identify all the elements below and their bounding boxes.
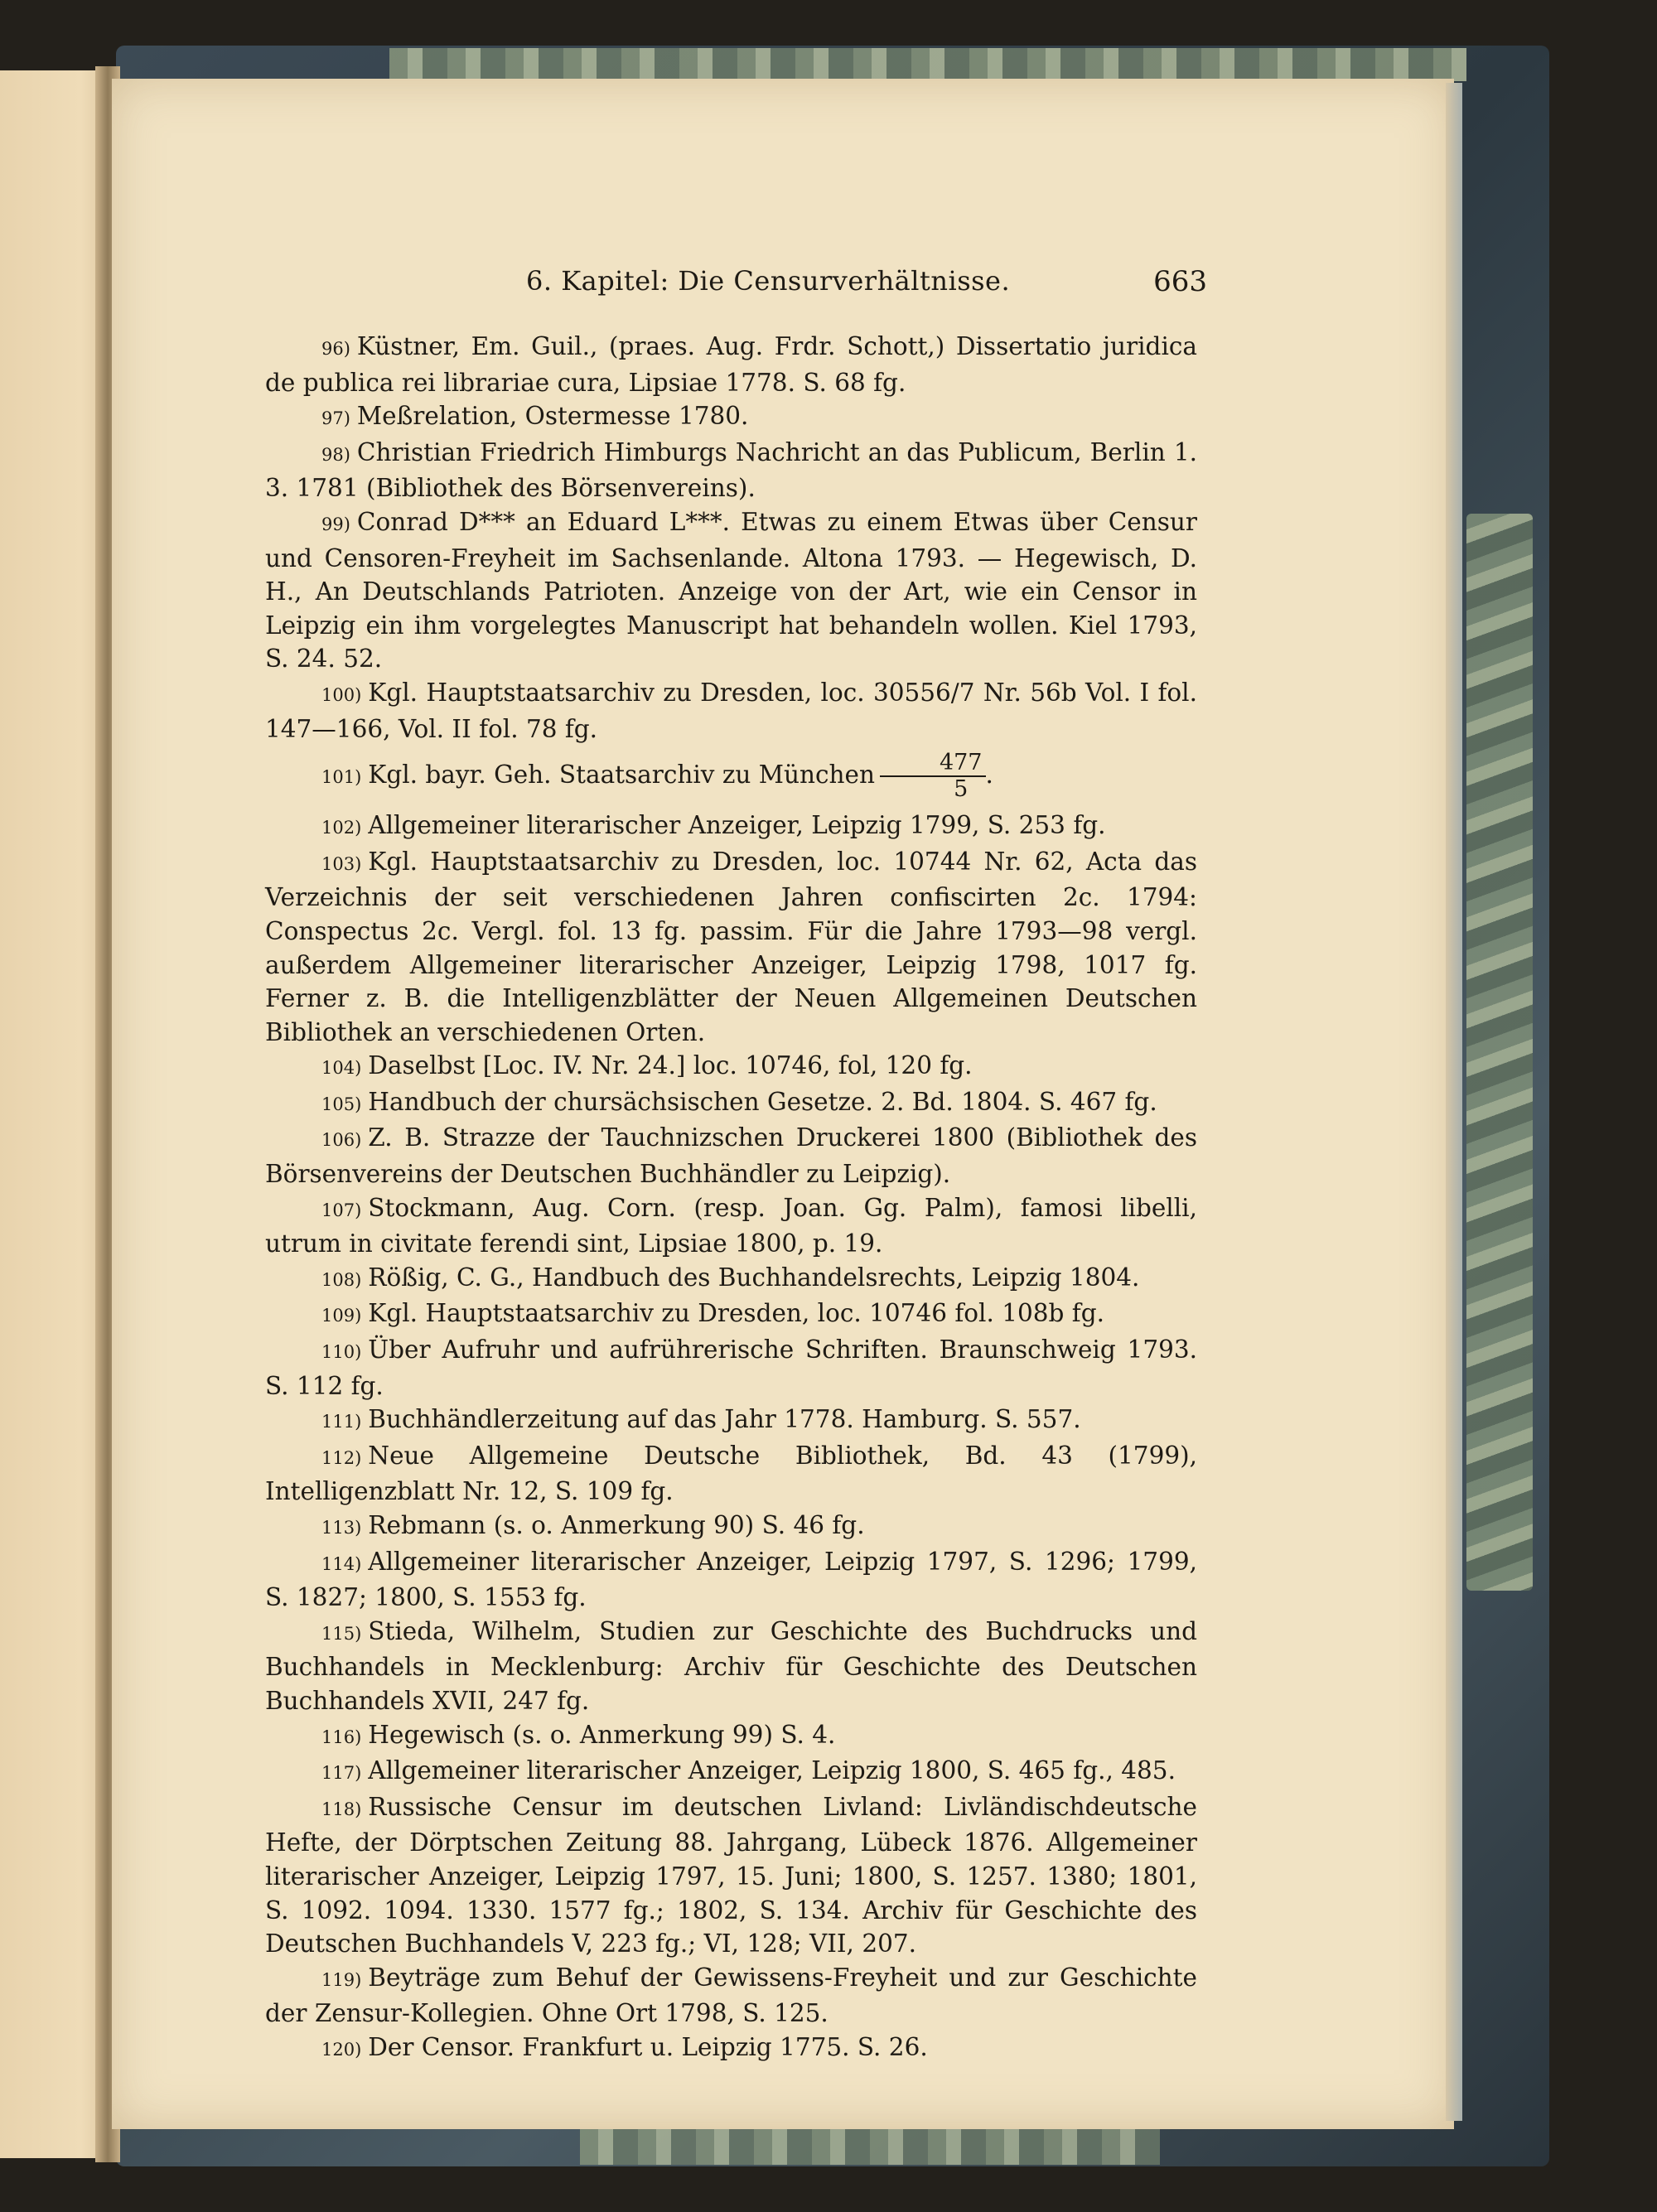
marbled-paper-right: [1466, 514, 1533, 1591]
footnote: [265, 2031, 1197, 2067]
footnote-number: 113): [321, 1518, 362, 1538]
footnote-number: 106): [321, 1130, 362, 1151]
footnote-number: 111): [321, 1412, 362, 1432]
fraction: [880, 751, 986, 802]
footnote-text: Kgl. Hauptstaatsarchiv zu Dresden, loc. 10746 fol. 108b fg.: [368, 1299, 1104, 1328]
footnote-number: 117): [321, 1763, 362, 1784]
footnote-number: 101): [321, 767, 362, 788]
footnote: [265, 809, 1197, 845]
footnote-text: Über Aufruhr und aufrührerische Schriften. Braunschweig 1793. S. 112 fg.: [265, 1335, 1197, 1400]
footnote: [265, 399, 1197, 436]
footnote: [265, 436, 1197, 505]
footnote: [265, 1333, 1197, 1403]
footnote: [265, 1509, 1197, 1545]
marbled-paper-top: [389, 48, 1466, 81]
footnote-number: 102): [321, 818, 362, 838]
footnote-text: Meßrelation, Ostermesse 1780.: [356, 402, 749, 431]
footnote-number: 120): [321, 2039, 362, 2060]
footnote-number: 118): [321, 1799, 362, 1819]
footnote: [265, 1261, 1197, 1297]
footnote-number: 107): [321, 1200, 362, 1220]
footnote: [265, 330, 1197, 399]
footnote-text: Rößig, C. G., Handbuch des Buchhandelsrechts, Leipzig 1804.: [368, 1263, 1140, 1292]
footnote: [265, 1718, 1197, 1755]
page-header: [265, 265, 1207, 307]
footnote: [265, 1439, 1197, 1509]
running-head: 6. Kapitel: Die Censurverhältnisse.: [526, 265, 1011, 297]
footnote: [265, 1191, 1197, 1261]
fraction-denominator: 5: [954, 776, 969, 803]
footnote: [265, 1545, 1197, 1615]
footnote-text: Stieda, Wilhelm, Studien zur Geschichte des Buchdrucks und Buchhandels in Mecklenburg: Archiv für Geschichte des Deutschen Buchhandels XVII, 247 fg.: [265, 1616, 1197, 1715]
footnote: [265, 751, 1197, 802]
footnote: [265, 845, 1197, 1050]
footnote-number: 104): [321, 1058, 362, 1079]
footnote: [265, 1961, 1197, 2031]
footnote-text: Buchhändlerzeitung auf das Jahr 1778. Hamburg. S. 557.: [368, 1405, 1081, 1434]
footnote-text: Conrad D*** an Eduard L***. Etwas zu einem Etwas über Censur und Censoren-Freyheit im Sachsenlande. Altona 1793. — Hegewisch, D. H., An Deutschlands Patrioten. Anzeige von der Art, wie ein Censor in Leipzig ein ihm vorgelegtes Manuscript hat behandeln wollen. Kiel 1793, S. 24. 52.: [265, 507, 1197, 674]
fraction-numerator: 477: [880, 751, 986, 777]
footnote: [265, 1297, 1197, 1333]
footnote-text: Allgemeiner literarischer Anzeiger, Leipzig 1799, S. 253 fg.: [368, 811, 1106, 840]
footnote-text: Christian Friedrich Himburgs Nachricht an das Publicum, Berlin 1. 3. 1781 (Bibliothek des Börsenvereins).: [265, 437, 1197, 503]
footnote: [265, 676, 1197, 746]
footnote-text: Küstner, Em. Guil., (praes. Aug. Frdr. Schott,) Dissertatio juridica de publica rei librariae cura, Lipsiae 1778. S. 68 fg.: [265, 332, 1197, 397]
footnote: [265, 1085, 1197, 1122]
footnote: [265, 505, 1197, 676]
page-edge: [1446, 83, 1462, 2121]
footnote-number: 110): [321, 1342, 362, 1363]
footnote-text: Kgl. Hauptstaatsarchiv zu Dresden, loc. 30556/7 Nr. 56b Vol. I fol. 147—166, Vol. II fol. 78 fg.: [265, 678, 1197, 743]
marbled-paper-bottom: [580, 2127, 1160, 2165]
footnote-text: Rebmann (s. o. Anmerkung 90) S. 46 fg.: [368, 1511, 865, 1539]
footnote-text: Z. B. Strazze der Tauchnizschen Druckerei 1800 (Bibliothek des Börsenvereins der Deutschen Buchhändler zu Leipzig).: [265, 1123, 1197, 1189]
footnote-number: 97): [321, 408, 350, 429]
footnote-number: 108): [321, 1269, 362, 1290]
footnote-number: 96): [321, 339, 350, 359]
footnote-text: Beyträge zum Behuf der Gewissens-Freyheit und zur Geschichte der Zensur-Kollegien. Ohne Ort 1798, S. 125.: [265, 1963, 1197, 2028]
footnote-number: 119): [321, 1969, 362, 1990]
footnote-text: Allgemeiner literarischer Anzeiger, Leipzig 1800, S. 465 fg., 485.: [368, 1756, 1176, 1785]
footnote-number: 114): [321, 1553, 362, 1574]
footnote-text: Der Censor. Frankfurt u. Leipzig 1775. S. 26.: [368, 2032, 928, 2061]
footnote-text: Stockmann, Aug. Corn. (resp. Joan. Gg. Palm), famosi libelli, utrum in civitate ferendi sint, Lipsiae 1800, p. 19.: [265, 1193, 1197, 1258]
footnote: [265, 1615, 1197, 1718]
footnote-text: Kgl. bayr. Geh. Staatsarchiv zu München: [368, 761, 875, 790]
footnote-number: 116): [321, 1727, 362, 1747]
footnote-number: 112): [321, 1447, 362, 1468]
page-number: 663: [1153, 265, 1207, 298]
footnote-number: 98): [321, 444, 350, 465]
footnote-number: 100): [321, 684, 362, 705]
footnote: [265, 1754, 1197, 1790]
page-content: [265, 265, 1207, 2067]
footnote-text: Neue Allgemeine Deutsche Bibliothek, Bd. 43 (1799), Intelligenzblatt Nr. 12, S. 109 fg.: [265, 1441, 1197, 1506]
footnote-list: [265, 330, 1197, 2067]
footnote-number: 99): [321, 514, 350, 534]
footnote-number: 105): [321, 1094, 362, 1114]
footnote-number: 109): [321, 1306, 362, 1326]
footnote-text: Russische Censur im deutschen Livland: Livländischdeutsche Hefte, der Dörptschen Zeitung 88. Jahrgang, Lübeck 1876. Allgemeiner literarischer Anzeiger, Leipzig 1797, 15. Juni; 1800, S. 1257. 1380; 1801, S. 1092. 1094. 1330. 1577 fg.; 1802, S. 134. Archiv für Geschichte des Deutschen Buchhandels V, 223 fg.; VI, 128; VII, 207.: [265, 1792, 1197, 1958]
footnote: [265, 1403, 1197, 1439]
footnote-text: Hegewisch (s. o. Anmerkung 99) S. 4.: [368, 1720, 836, 1749]
footnote-text: Daselbst [Loc. IV. Nr. 24.] loc. 10746, fol, 120 fg.: [368, 1051, 973, 1080]
footnote-trail: .: [985, 761, 993, 790]
footnote: [265, 1121, 1197, 1191]
footnote: [265, 1790, 1197, 1961]
footnote-text: Kgl. Hauptstaatsarchiv zu Dresden, loc. 10744 Nr. 62, Acta das Verzeichnis der seit verschiedenen Jahren confiscirten 2c. 1794: Conspectus 2c. Vergl. fol. 13 fg. passim. Für die Jahre 1793—98 vergl. außerdem Allgemeiner literarischer Anzeiger, Leipzig 1798, 1017 fg. Ferner z. B. die Intelligenzblätter der Neuen Allgemeinen Deutschen Bibliothek an verschiedenen Orten.: [265, 847, 1197, 1046]
footnote: [265, 1049, 1197, 1085]
footnote-number: 115): [321, 1623, 362, 1644]
footnote-number: 103): [321, 853, 362, 874]
footnote-text: Handbuch der chursächsischen Gesetze. 2. Bd. 1804. S. 467 fg.: [368, 1087, 1157, 1116]
footnote-text: Allgemeiner literarischer Anzeiger, Leipzig 1797, S. 1296; 1799, S. 1827; 1800, S. 1553 fg.: [265, 1547, 1197, 1612]
